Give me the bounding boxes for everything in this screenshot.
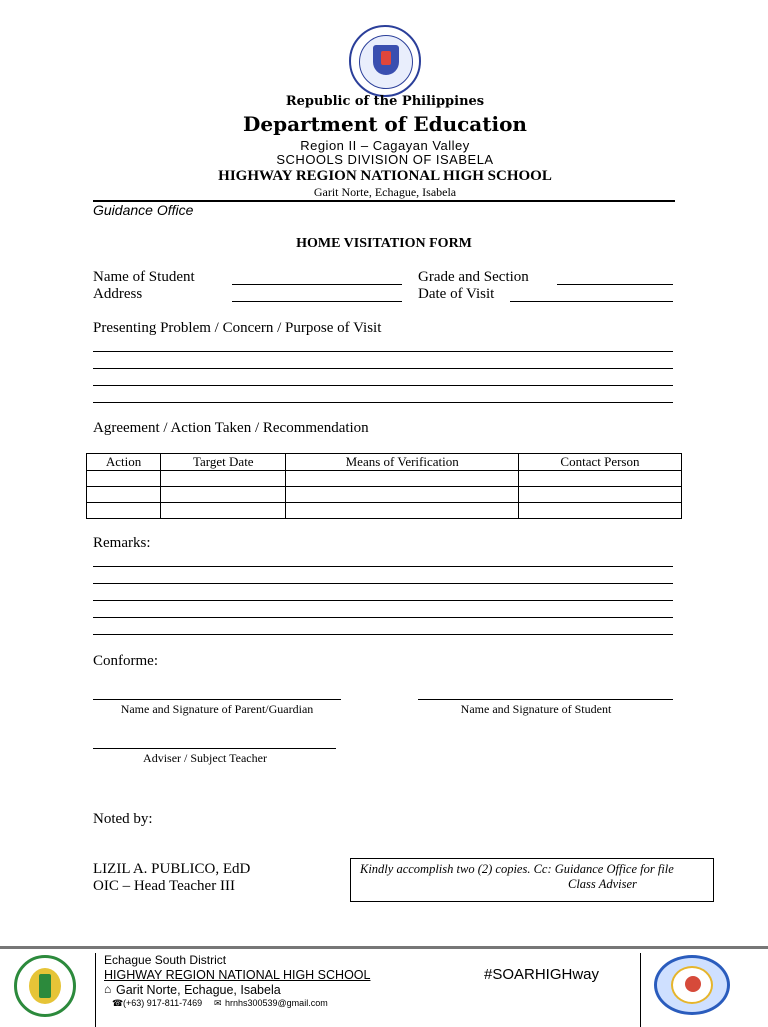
adviser-signature-label: Adviser / Subject Teacher [143,751,267,765]
date-label: Date of Visit [418,286,495,302]
address-field[interactable] [232,301,402,302]
table-row [87,503,682,519]
table-cell[interactable] [518,471,681,487]
table-row [87,471,682,487]
school-address: Garit Norte, Echague, Isabela [313,185,457,199]
grade-field[interactable] [557,284,673,285]
remarks-label: Remarks: [93,535,151,551]
office-label: Guidance Office [93,202,194,218]
remarks-line[interactable] [93,566,673,567]
name-field[interactable] [232,284,402,285]
table-cell[interactable] [87,471,161,487]
table-cell[interactable] [518,487,681,503]
footer-school: HIGHWAY REGION NATIONAL HIGH SCHOOL [104,968,371,982]
parent-signature-line[interactable] [93,699,341,700]
table-header-target-date: Target Date [161,454,286,471]
agreement-label: Agreement / Action Taken / Recommendation [93,420,369,436]
student-signature-label: Name and Signature of Student [460,702,612,716]
table-header-action: Action [87,454,161,471]
problem-label: Presenting Problem / Concern / Purpose of Visit [93,320,382,336]
remarks-line[interactable] [93,583,673,584]
table-header-verification: Means of Verification [286,454,518,471]
table-cell[interactable] [286,503,518,519]
table-cell[interactable] [161,503,286,519]
deped-division-logo [14,955,76,1017]
division-text: SCHOOLS DIVISION OF ISABELA [276,152,494,167]
footer-phone: (+63) 917-811-7469 [123,998,203,1008]
republic-text: Republic of the Philippines [285,94,485,109]
table-cell[interactable] [286,487,518,503]
instruction-note-box [350,858,714,902]
footer-address: Garit Norte, Echague, Isabela [116,983,281,997]
problem-line[interactable] [93,385,673,386]
footer [0,946,768,1027]
phone-icon: ☎ [112,998,124,1008]
problem-line[interactable] [93,402,673,403]
school-logo [654,955,730,1015]
home-icon: ⌂ [104,982,112,996]
noted-label: Noted by: [93,811,153,827]
remarks-line[interactable] [93,617,673,618]
form-title: HOME VISITATION FORM [296,236,472,251]
department-text: Department of Education [243,112,527,136]
student-signature-line[interactable] [418,699,673,700]
table-cell[interactable] [518,503,681,519]
action-table [86,453,682,519]
footer-email: hrnhs300539@gmail.com [225,998,328,1008]
region-text: Region II – Cagayan Valley [300,138,470,153]
date-field[interactable] [510,301,673,302]
problem-line[interactable] [93,351,673,352]
remarks-line[interactable] [93,634,673,635]
email-icon: ✉ [214,998,222,1008]
table-header-contact: Contact Person [518,454,681,471]
table-cell[interactable] [161,487,286,503]
parent-signature-label: Name and Signature of Parent/Guardian [120,702,314,716]
school-name: HIGHWAY REGION NATIONAL HIGH SCHOOL [218,168,552,184]
grade-label: Grade and Section [418,269,529,285]
table-row [87,487,682,503]
table-cell[interactable] [87,503,161,519]
note-line-2: Class Adviser [568,877,637,891]
noted-name: LIZIL A. PUBLICO, EdD [93,861,251,877]
deped-seal-logo [349,25,421,97]
note-line-1: Kindly accomplish two (2) copies. Cc: Guidance Office for file [360,862,674,876]
table-cell[interactable] [286,471,518,487]
name-label: Name of Student [93,269,195,285]
table-cell[interactable] [87,487,161,503]
noted-title: OIC – Head Teacher III [93,878,235,894]
address-label: Address [93,286,143,302]
footer-hashtag: #SOARHIGHway [484,966,600,983]
conforme-label: Conforme: [93,653,158,669]
problem-line[interactable] [93,368,673,369]
footer-district: Echague South District [104,953,227,967]
remarks-line[interactable] [93,600,673,601]
table-cell[interactable] [161,471,286,487]
adviser-signature-line[interactable] [93,748,336,749]
